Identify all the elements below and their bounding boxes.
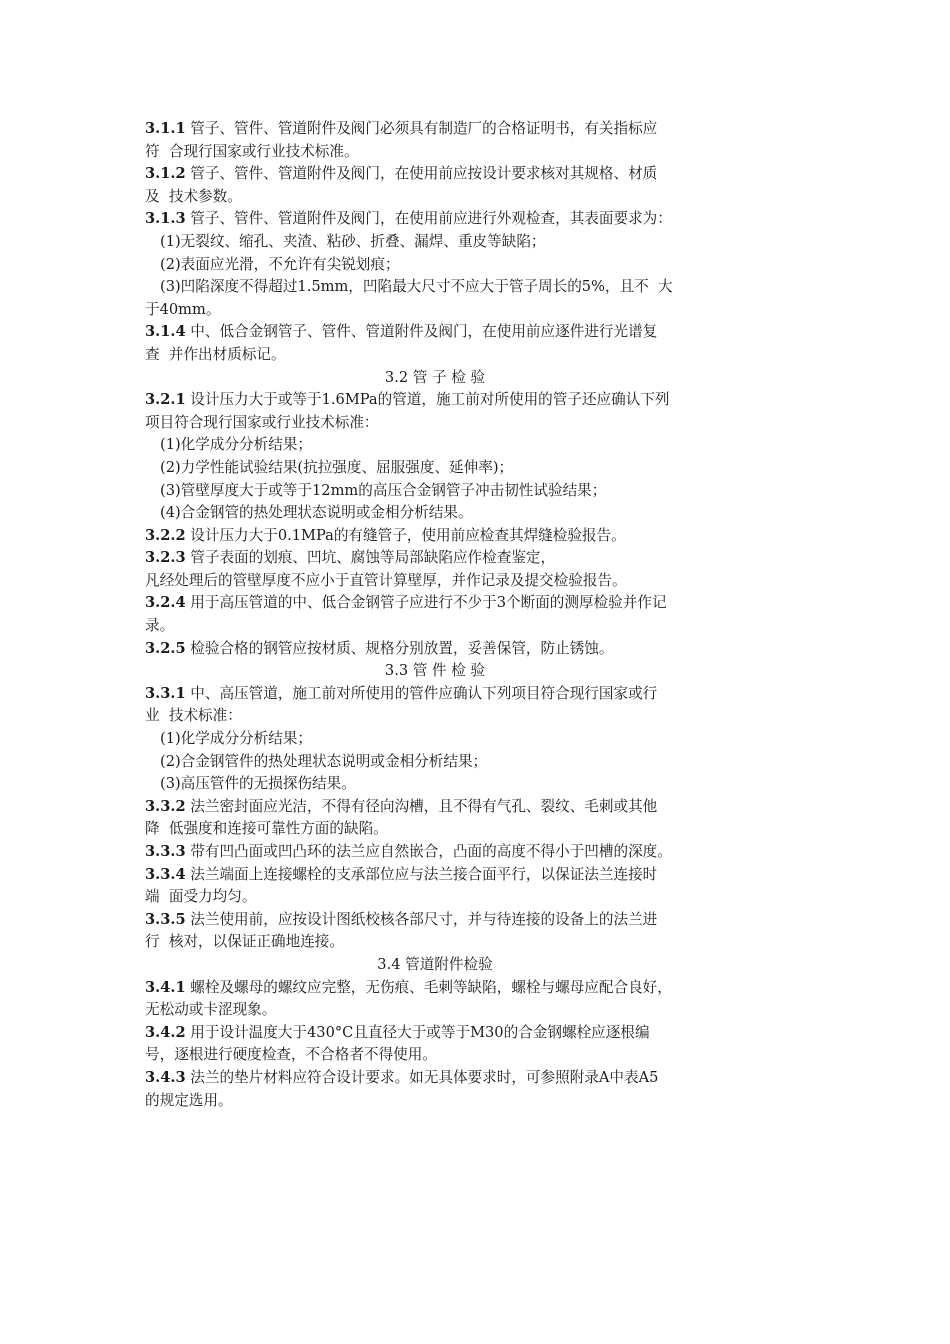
text-line: [145, 1022, 725, 1045]
line-text: 管道附件检验: [400, 955, 493, 973]
list-item: [145, 434, 725, 457]
clause-number: 3.1.2: [145, 165, 186, 183]
line-text: 中、高压管道，施工前对所使用的管件应确认下列项目符合现行国家或行: [185, 684, 658, 702]
text-line: [145, 638, 725, 661]
clause-number: 3.4.2: [145, 1023, 186, 1041]
line-text: 管 件 检 验: [408, 662, 486, 680]
text-line: [145, 931, 725, 954]
text-line: [145, 864, 725, 887]
list-item: [145, 254, 725, 277]
clause-number: 3.4: [377, 955, 401, 973]
line-text: 符 合现行国家或行业技术标准。: [145, 142, 359, 160]
text-line: [145, 1044, 725, 1067]
clause-number: 3.3.2: [145, 797, 186, 815]
line-text: 法兰密封面应光洁，不得有径向沟槽，且不得有气孔、裂纹、毛刺或其他: [185, 797, 658, 815]
list-item: [145, 480, 725, 503]
line-text: 录。: [145, 617, 175, 635]
text-line: [145, 705, 725, 728]
list-item: [145, 773, 725, 796]
line-text: 凡经处理后的管壁厚度不应小于直管计算壁厚，并作记录及提交检验报告。: [145, 571, 627, 589]
text-line: [145, 547, 725, 570]
list-item: [145, 502, 725, 525]
text-line: [145, 1067, 725, 1090]
clause-number: 3.3.3: [145, 843, 186, 860]
section-heading: [145, 367, 725, 390]
line-text: (1)化学成分分析结果；: [160, 436, 313, 454]
line-text: 法兰端面上连接螺栓的支承部位应与法兰接合面平行，以保证法兰连接时: [185, 865, 658, 883]
clause-number: 3.3.4: [145, 865, 186, 883]
list-item: [145, 457, 725, 480]
list-item: [145, 231, 725, 254]
clause-number: 3.2.2: [145, 526, 186, 544]
text-line: [145, 818, 725, 841]
line-text: 于40mm。: [145, 300, 221, 318]
line-text: (2)合金钢管件的热处理状态说明或金相分析结果；: [160, 752, 488, 770]
clause-number: 3.2.3: [145, 549, 186, 567]
text-line: [145, 977, 725, 1000]
clause-number: 3.2.5: [145, 639, 186, 657]
text-line: [145, 163, 725, 186]
line-text: (3)管壁厚度大于或等于12mm的高压合金钢管子冲击韧性试验结果；: [160, 481, 607, 499]
text-line: [145, 389, 725, 412]
line-text: 号，逐根进行硬度检查，不合格者不得使用。: [145, 1046, 437, 1064]
list-item: [145, 276, 725, 299]
line-text: 管子、管件、管道附件及阀门必须具有制造厂的合格证明书，有关指标应: [185, 120, 658, 137]
line-text: (2)表面应光滑，不允许有尖锐划痕；: [160, 255, 400, 273]
line-text: 管子、管件、管道附件及阀门，在使用前应进行外观检查，其表面要求为：: [185, 210, 672, 228]
section-heading: [145, 660, 725, 683]
clause-number: 3.2.1: [145, 391, 186, 409]
line-text: 法兰的垫片材料应符合设计要求。如无具体要求时，可参照附录A中表A5: [185, 1068, 659, 1086]
list-item: [145, 751, 725, 774]
line-text: 无松动或卡涩现象。: [145, 1001, 277, 1019]
line-text: 用于设计温度大于430°C且直径大于或等于M30的合金钢螺栓应逐根编: [185, 1023, 650, 1041]
clause-number: 3.3.1: [145, 684, 186, 702]
clause-number: 3.3: [384, 662, 409, 680]
text-line: [145, 886, 725, 909]
clause-number: 3.4.3: [145, 1068, 186, 1086]
text-line: [145, 841, 725, 864]
line-text: 管 子 检 验: [408, 368, 486, 386]
line-text: 设计压力大于或等于1.6MPa的管道，施工前对所使用的管子还应确认下列: [185, 391, 670, 409]
clause-number: 3.1.3: [145, 210, 186, 228]
text-line: [145, 1090, 725, 1113]
text-line: [145, 186, 725, 209]
text-line: [145, 796, 725, 819]
text-line: [145, 118, 725, 141]
text-line: [145, 909, 725, 932]
clause-number: 3.4.1: [145, 978, 186, 996]
line-text: (3)凹陷深度不得超过1.5mm，凹陷最大尺寸不应大于管子周长的5%，且不 大: [160, 278, 673, 296]
line-text: 设计压力大于0.1MPa的有缝管子，使用前应检查其焊缝检验报告。: [185, 526, 626, 544]
line-text: (2)力学性能试验结果(抗拉强度、屈服强度、延伸率)；: [160, 458, 514, 476]
line-text: 管子表面的划痕、凹坑、腐蚀等局部缺陷应作检查鉴定，: [185, 549, 556, 567]
text-line: [145, 208, 725, 231]
text-line: [145, 683, 725, 706]
line-text: 业 技术标准：: [145, 707, 242, 725]
text-line: [145, 570, 725, 593]
line-text: 端 面受力均匀。: [145, 888, 257, 906]
text-line: [145, 592, 725, 615]
text-line: [145, 615, 725, 638]
clause-number: 3.2.4: [145, 594, 186, 612]
line-text: 带有凹凸面或凹凸环的法兰应自然嵌合，凸面的高度不得小于凹槽的深度。: [185, 843, 672, 860]
text-line: [145, 141, 725, 164]
line-text: 中、低合金钢管子、管件、管道附件及阀门，在使用前应逐件进行光谱复: [185, 323, 658, 341]
clause-number: 3.2: [384, 368, 409, 386]
text-line: [145, 412, 725, 435]
clause-number: 3.1.1: [145, 120, 186, 137]
text-line: [145, 321, 725, 344]
line-text: 法兰使用前，应按设计图纸校核各部尺寸，并与待连接的设备上的法兰进: [185, 910, 658, 928]
list-item: [145, 728, 725, 751]
line-text: 降 低强度和连接可靠性方面的缺陷。: [145, 820, 388, 838]
line-text: 项目符合现行国家或行业技术标准：: [145, 413, 379, 431]
text-line: [145, 525, 725, 548]
text-line: [145, 344, 725, 367]
section-heading: [145, 954, 725, 977]
line-text: 检验合格的钢管应按材质、规格分别放置，妥善保管，防止锈蚀。: [185, 639, 614, 657]
line-text: 行 核对，以保证正确地连接。: [145, 933, 344, 951]
line-text: (3)高压管件的无损探伤结果。: [160, 775, 356, 793]
text-line: [145, 999, 725, 1022]
line-text: 螺栓及螺母的螺纹应完整，无伤痕、毛刺等缺陷，螺栓与螺母应配合良好，: [185, 978, 672, 996]
clause-number: 3.1.4: [145, 323, 186, 341]
line-text: 查 并作出材质标记。: [145, 345, 286, 363]
text-line: [145, 299, 725, 322]
line-text: 的规定选用。: [145, 1091, 233, 1109]
line-text: (1)无裂纹、缩孔、夹渣、粘砂、折叠、漏焊、重皮等缺陷；: [160, 232, 546, 250]
line-text: 管子、管件、管道附件及阀门，在使用前应按设计要求核对其规格、材质: [185, 165, 658, 183]
line-text: (4)合金钢管的热处理状态说明或金相分析结果。: [160, 504, 473, 522]
clause-number: 3.3.5: [145, 910, 186, 928]
document-body: [145, 118, 725, 1112]
line-text: 及 技术参数。: [145, 187, 242, 205]
line-text: (1)化学成分分析结果；: [160, 730, 313, 748]
line-text: 用于高压管道的中、低合金钢管子应进行不少于3个断面的测厚检验并作记: [185, 594, 667, 612]
